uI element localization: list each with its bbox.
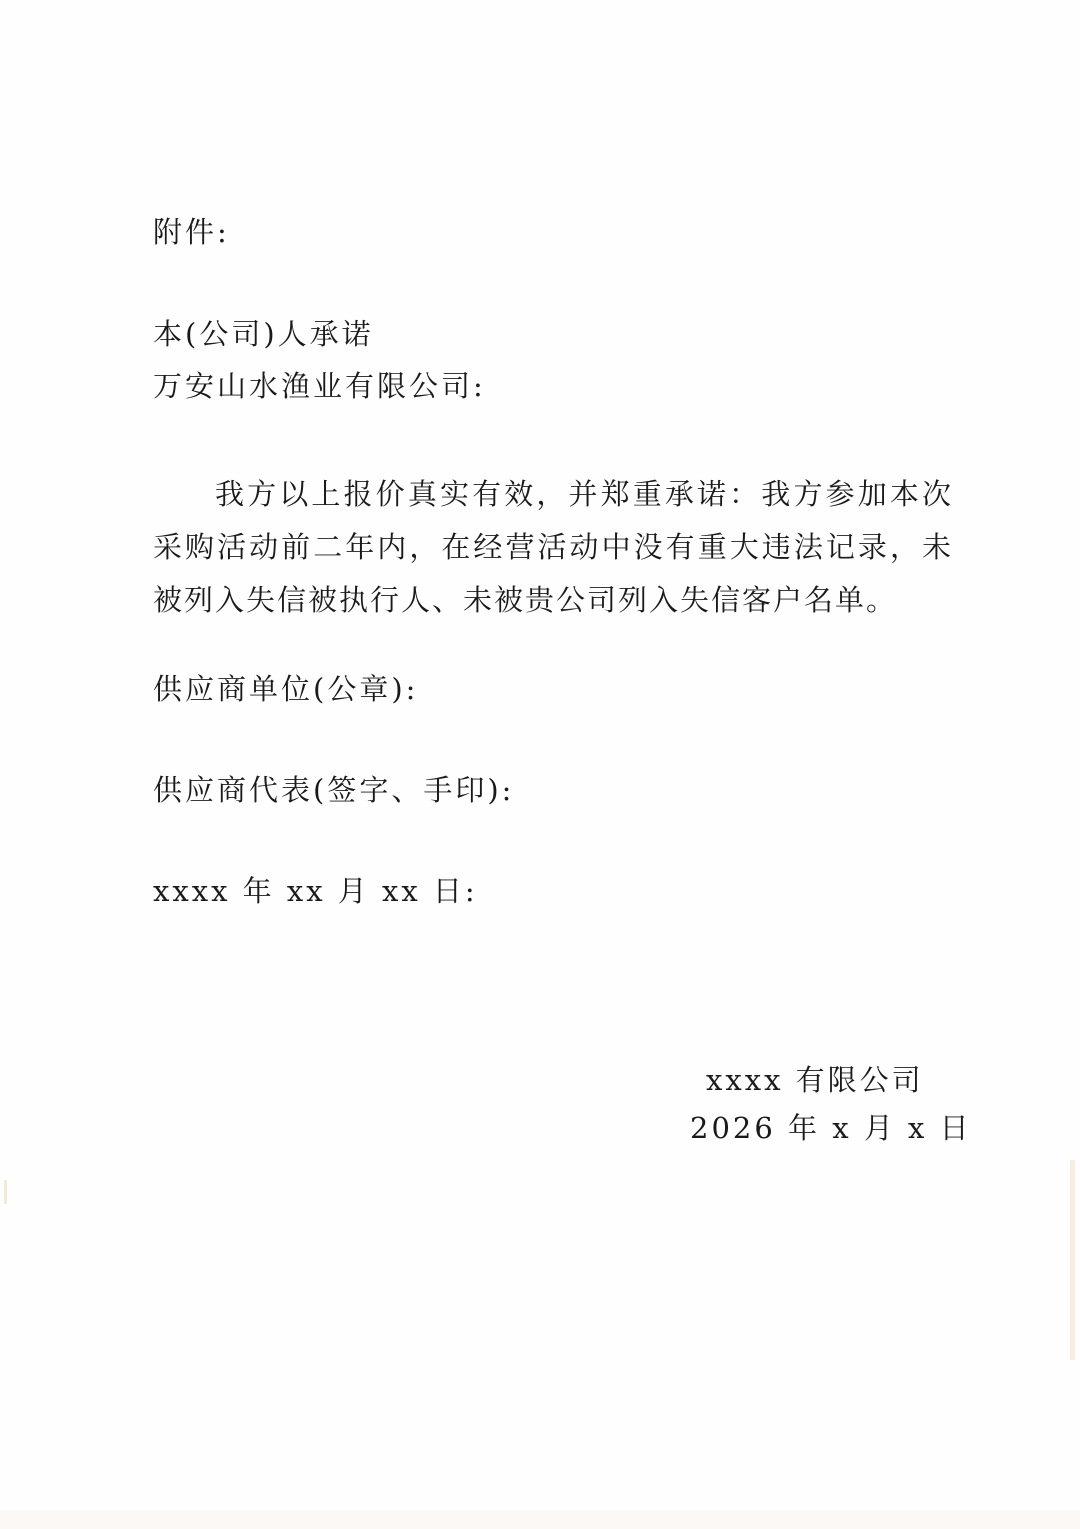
scan-edge-mark [1070,1160,1075,1360]
supplier-seal-label: 供应商单位(公章): [153,672,419,706]
commitment-paragraph: 我方以上报价真实有效，并郑重承诺：我方参加本次采购活动前二年内，在经营活动中没有重大违法记录，未被列入失信被执行人、未被贵公司列入失信客户名单。 [153,477,953,617]
commitment-title: 本(公司)人承诺 [153,317,374,351]
attachment-label: 附件: [153,215,230,249]
signature-company: xxxx 有限公司 [706,1063,924,1097]
date-placeholder: xxxx 年 xx 月 xx 日: [153,874,478,908]
addressee: 万安山水渔业有限公司: [153,369,486,403]
scan-edge-mark [0,1510,1080,1529]
scan-edge-mark [4,1180,7,1204]
supplier-representative-label: 供应商代表(签字、手印): [153,773,515,807]
signature-date: 2026 年 x 月 x 日 [690,1111,972,1145]
